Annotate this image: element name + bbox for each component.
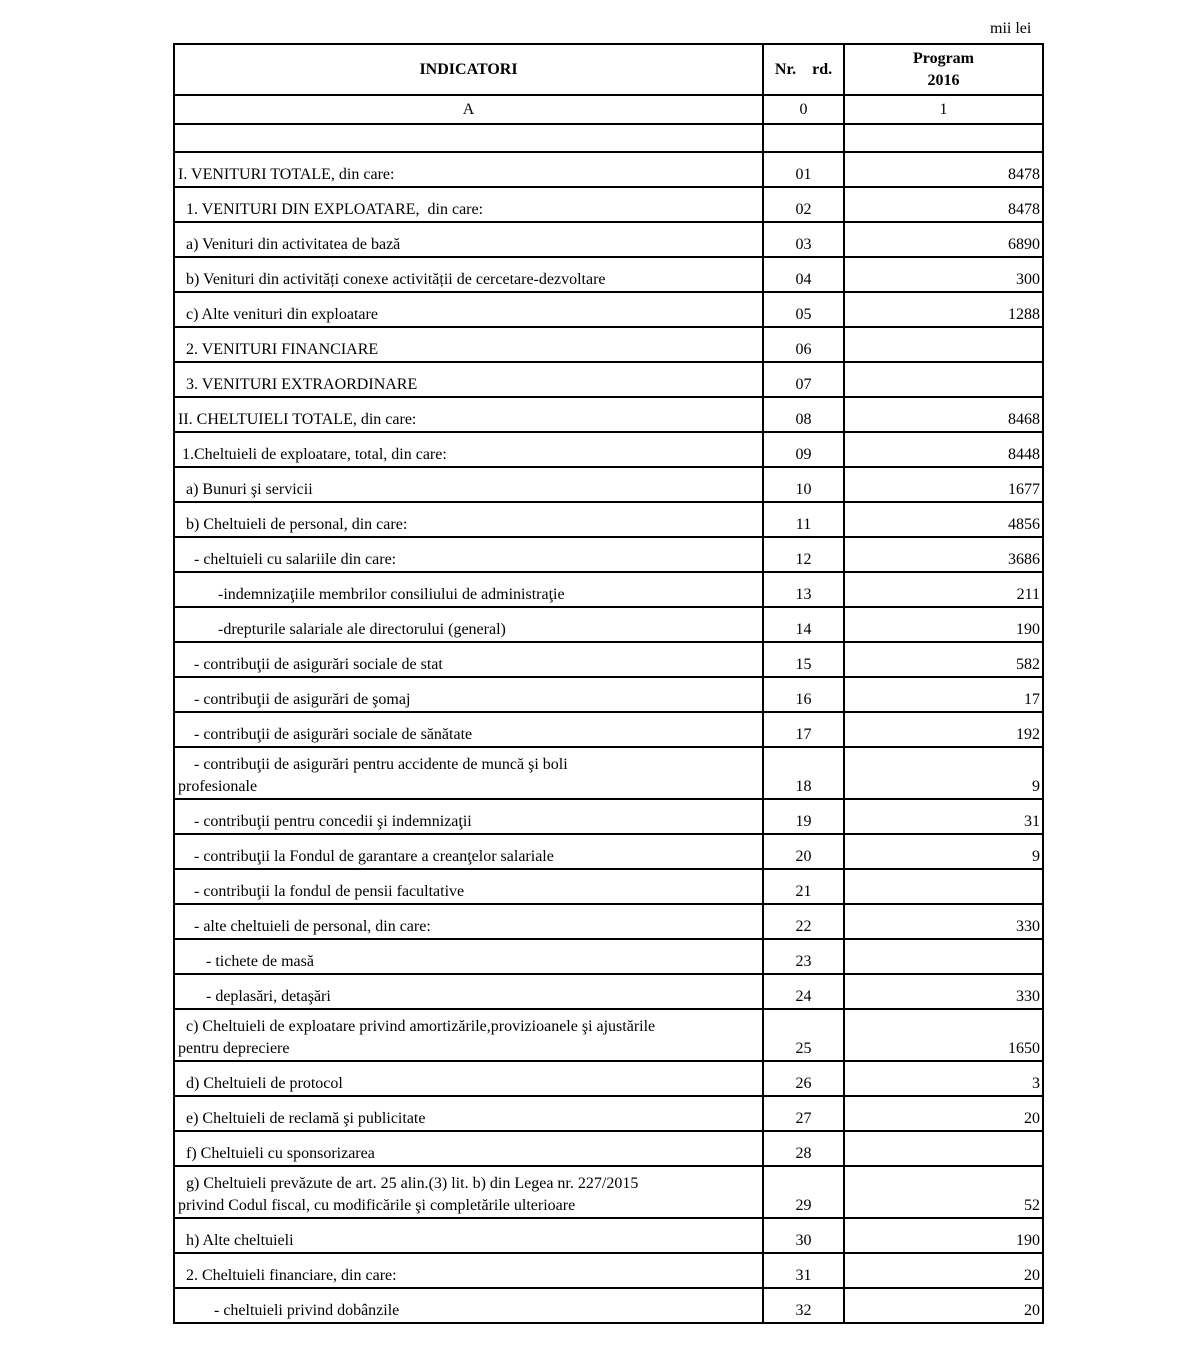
indicator-label-line: 3. VENITURI EXTRAORDINARE xyxy=(178,376,418,393)
indicator-label-line: - tichete de masă xyxy=(178,953,314,970)
indicator-label xyxy=(174,1096,763,1131)
indicator-label-line: - contribuţii de asigurări pentru accidente de muncă şi boli xyxy=(178,756,568,773)
program-value: 330 xyxy=(844,974,1043,1009)
indicator-label-line: 2. VENITURI FINANCIARE xyxy=(178,341,379,358)
table-row xyxy=(174,1218,1043,1253)
indicator-label xyxy=(174,187,763,222)
program-value: 300 xyxy=(844,257,1043,292)
program-value: 211 xyxy=(844,572,1043,607)
program-value xyxy=(844,1131,1043,1166)
table-row xyxy=(174,362,1043,397)
table-row xyxy=(174,869,1043,904)
row-number: 14 xyxy=(763,607,844,642)
program-value: 3 xyxy=(844,1061,1043,1096)
header-row xyxy=(174,44,1043,95)
row-number: 02 xyxy=(763,187,844,222)
program-value: 20 xyxy=(844,1096,1043,1131)
indicator-label xyxy=(174,869,763,904)
blank-cell xyxy=(844,124,1043,152)
table-row xyxy=(174,1131,1043,1166)
program-value: 9 xyxy=(844,747,1043,799)
program-value xyxy=(844,869,1043,904)
program-value xyxy=(844,939,1043,974)
table-row xyxy=(174,607,1043,642)
row-number: 10 xyxy=(763,467,844,502)
program-value: 190 xyxy=(844,607,1043,642)
indicator-label xyxy=(174,1288,763,1323)
table-row xyxy=(174,904,1043,939)
table-row xyxy=(174,537,1043,572)
indicator-label xyxy=(174,939,763,974)
row-number: 03 xyxy=(763,222,844,257)
indicator-label-line: - contribuţii la Fondul de garantare a creanţelor salariale xyxy=(178,848,554,865)
indicator-label xyxy=(174,677,763,712)
table-row xyxy=(174,799,1043,834)
program-value: 190 xyxy=(844,1218,1043,1253)
indicator-label-line: e) Cheltuieli de reclamă şi publicitate xyxy=(178,1110,426,1127)
indicator-label-line: - cheltuieli cu salariile din care: xyxy=(178,551,397,568)
indicator-label-line: b) Venituri din activități conexe activității de cercetare-dezvoltare xyxy=(178,271,606,288)
program-value: 330 xyxy=(844,904,1043,939)
indicator-label xyxy=(174,1253,763,1288)
indicator-label xyxy=(174,362,763,397)
table-row xyxy=(174,642,1043,677)
indicator-label xyxy=(174,502,763,537)
indicator-label-line: - contribuţii la fondul de pensii facultative xyxy=(178,883,465,900)
indicator-label xyxy=(174,642,763,677)
program-value: 20 xyxy=(844,1253,1043,1288)
row-number: 25 xyxy=(763,1009,844,1061)
row-number: 24 xyxy=(763,974,844,1009)
table-row xyxy=(174,1009,1043,1061)
unit-label: mii lei xyxy=(990,20,1032,37)
program-value: 31 xyxy=(844,799,1043,834)
program-value: 192 xyxy=(844,712,1043,747)
table-row xyxy=(174,397,1043,432)
table-row xyxy=(174,432,1043,467)
program-value: 1677 xyxy=(844,467,1043,502)
column-letter-a: A xyxy=(174,95,763,124)
indicator-label xyxy=(174,1166,763,1218)
row-number: 23 xyxy=(763,939,844,974)
table-row xyxy=(174,1288,1043,1323)
indicator-label xyxy=(174,257,763,292)
table-row xyxy=(174,939,1043,974)
row-number: 18 xyxy=(763,747,844,799)
row-number: 30 xyxy=(763,1218,844,1253)
table-row xyxy=(174,222,1043,257)
program-value: 17 xyxy=(844,677,1043,712)
blank-row xyxy=(174,124,1043,152)
program-value: 52 xyxy=(844,1166,1043,1218)
row-number: 27 xyxy=(763,1096,844,1131)
row-number: 20 xyxy=(763,834,844,869)
row-number: 05 xyxy=(763,292,844,327)
table-row xyxy=(174,152,1043,187)
table-row xyxy=(174,677,1043,712)
row-number: 19 xyxy=(763,799,844,834)
indicator-label-line: b) Cheltuieli de personal, din care: xyxy=(178,516,408,533)
indicator-label-line: c) Cheltuieli de exploatare privind amortizările,provizioanele şi ajustările xyxy=(178,1018,656,1035)
indicator-label-line: c) Alte venituri din exploatare xyxy=(178,306,378,323)
indicator-label-line: - contribuţii de asigurări sociale de sănătate xyxy=(178,726,473,743)
program-value: 3686 xyxy=(844,537,1043,572)
indicator-label-line: I. VENITURI TOTALE, din care: xyxy=(178,166,395,183)
row-number: 29 xyxy=(763,1166,844,1218)
program-value: 8468 xyxy=(844,397,1043,432)
table-row xyxy=(174,1166,1043,1218)
indicator-label xyxy=(174,834,763,869)
row-number: 26 xyxy=(763,1061,844,1096)
program-value: 6890 xyxy=(844,222,1043,257)
indicator-label-line: d) Cheltuieli de protocol xyxy=(178,1075,343,1092)
row-number: 04 xyxy=(763,257,844,292)
table-row xyxy=(174,502,1043,537)
program-value: 4856 xyxy=(844,502,1043,537)
indicator-label-line: a) Venituri din activitatea de bază xyxy=(178,236,401,253)
table-row xyxy=(174,712,1043,747)
row-number: 06 xyxy=(763,327,844,362)
program-value: 9 xyxy=(844,834,1043,869)
indicator-label-line: -drepturile salariale ale directorului (general) xyxy=(178,621,506,638)
header-program xyxy=(844,44,1043,95)
indicator-label-line: g) Cheltuieli prevăzute de art. 25 alin.(3) lit. b) din Legea nr. 227/2015 xyxy=(178,1175,639,1192)
indicator-label xyxy=(174,327,763,362)
indicator-label xyxy=(174,467,763,502)
indicator-label xyxy=(174,1061,763,1096)
row-number: 09 xyxy=(763,432,844,467)
row-number: 28 xyxy=(763,1131,844,1166)
indicator-label-line: - cheltuieli privind dobânzile xyxy=(178,1302,400,1319)
table-row xyxy=(174,327,1043,362)
header-nr-rd: Nr. rd. xyxy=(763,44,844,95)
table-row xyxy=(174,1253,1043,1288)
indicator-label-line: a) Bunuri şi servicii xyxy=(178,481,313,498)
program-value: 1288 xyxy=(844,292,1043,327)
indicator-label-line: - alte cheltuieli de personal, din care: xyxy=(178,918,431,935)
indicator-label xyxy=(174,607,763,642)
indicator-label xyxy=(174,537,763,572)
table-row xyxy=(174,467,1043,502)
blank-cell xyxy=(174,124,763,152)
indicator-label-line: II. CHELTUIELI TOTALE, din care: xyxy=(178,411,417,428)
table-row xyxy=(174,187,1043,222)
table-row xyxy=(174,572,1043,607)
indicator-label-line: - contribuţii de asigurări sociale de stat xyxy=(178,656,443,673)
header-indicatori: INDICATORI xyxy=(174,44,763,95)
indicator-label-line: f) Cheltuieli cu sponsorizarea xyxy=(178,1145,375,1162)
header-program-year: 2016 xyxy=(927,71,960,89)
row-number: 07 xyxy=(763,362,844,397)
indicator-label xyxy=(174,1131,763,1166)
indicator-label xyxy=(174,974,763,1009)
indicator-label-line: h) Alte cheltuieli xyxy=(178,1232,294,1249)
column-letter-row xyxy=(174,95,1043,124)
row-number: 31 xyxy=(763,1253,844,1288)
indicator-label xyxy=(174,222,763,257)
indicator-label xyxy=(174,152,763,187)
indicator-label-line: profesionale xyxy=(178,778,258,795)
table-row xyxy=(174,1096,1043,1131)
table-row xyxy=(174,1061,1043,1096)
row-number: 11 xyxy=(763,502,844,537)
blank-cell xyxy=(763,124,844,152)
budget-table xyxy=(173,43,1044,1324)
row-number: 32 xyxy=(763,1288,844,1323)
indicator-label-line: 1.Cheltuieli de exploatare, total, din care: xyxy=(178,446,447,463)
row-number: 17 xyxy=(763,712,844,747)
indicator-label-line: -indemnizaţiile membrilor consiliului de administraţie xyxy=(178,586,565,603)
table-row xyxy=(174,257,1043,292)
indicator-label xyxy=(174,1218,763,1253)
indicator-label xyxy=(174,799,763,834)
indicator-label xyxy=(174,1009,763,1061)
row-number: 21 xyxy=(763,869,844,904)
program-value: 582 xyxy=(844,642,1043,677)
program-value xyxy=(844,327,1043,362)
indicator-label-line: 2. Cheltuieli financiare, din care: xyxy=(178,1267,397,1284)
column-letter-0: 0 xyxy=(763,95,844,124)
row-number: 13 xyxy=(763,572,844,607)
indicator-label xyxy=(174,904,763,939)
indicator-label xyxy=(174,572,763,607)
program-value: 8448 xyxy=(844,432,1043,467)
indicator-label xyxy=(174,397,763,432)
indicator-label-line: - deplasări, detaşări xyxy=(178,988,331,1005)
program-value: 8478 xyxy=(844,187,1043,222)
table-row xyxy=(174,834,1043,869)
indicator-label-line: - contribuţii pentru concedii şi indemnizaţii xyxy=(178,813,472,830)
indicator-label xyxy=(174,432,763,467)
indicator-label-line: privind Codul fiscal, cu modificările şi completările ulterioare xyxy=(178,1197,576,1214)
indicator-label-line: pentru depreciere xyxy=(178,1040,290,1057)
row-number: 12 xyxy=(763,537,844,572)
indicator-label-line: - contribuţii de asigurări de şomaj xyxy=(178,691,411,708)
row-number: 22 xyxy=(763,904,844,939)
program-value: 20 xyxy=(844,1288,1043,1323)
program-value: 1650 xyxy=(844,1009,1043,1061)
indicator-label xyxy=(174,712,763,747)
table-row xyxy=(174,292,1043,327)
row-number: 08 xyxy=(763,397,844,432)
row-number: 15 xyxy=(763,642,844,677)
table-row xyxy=(174,747,1043,799)
header-program-label: Program xyxy=(912,49,974,67)
table-row xyxy=(174,974,1043,1009)
indicator-label-line: 1. VENITURI DIN EXPLOATARE, din care: xyxy=(178,201,484,218)
row-number: 01 xyxy=(763,152,844,187)
program-value xyxy=(844,362,1043,397)
indicator-label xyxy=(174,747,763,799)
row-number: 16 xyxy=(763,677,844,712)
indicator-label xyxy=(174,292,763,327)
program-value: 8478 xyxy=(844,152,1043,187)
column-letter-1: 1 xyxy=(844,95,1043,124)
